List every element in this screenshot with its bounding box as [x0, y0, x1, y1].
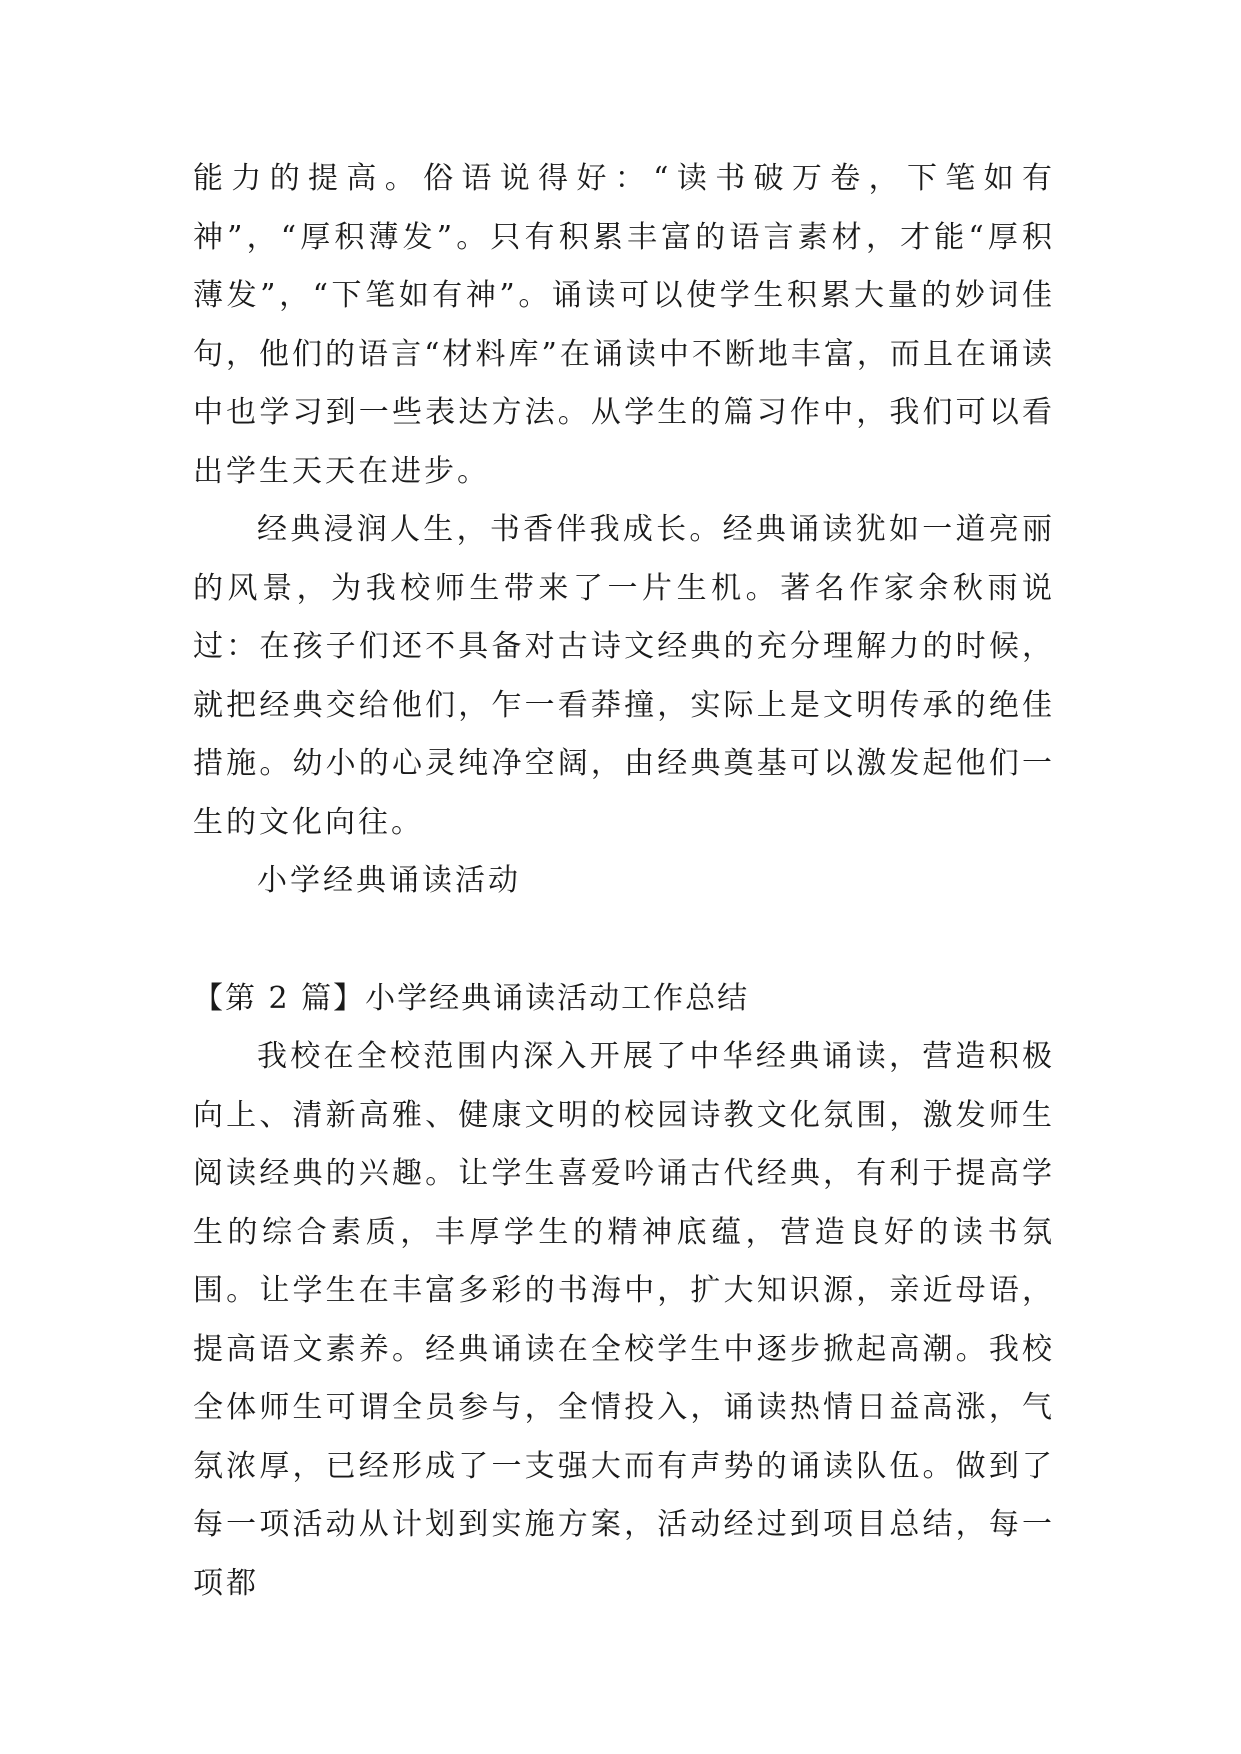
section-gap	[193, 911, 1055, 970]
section-closing-title: 小学经典诵读活动	[257, 863, 521, 898]
paragraph-classics-reading: 经典浸润人生，书香伴我成长。经典诵读犹如一道亮丽的风景，为我校师生带来了一片生机。著名作家余秋雨说过：在孩子们还不具备对古诗文经典的充分理解力的时候，就把经典交给他们，乍一看莽撞，实际上是文明传承的绝佳措施。幼小的心灵纯净空阔，由经典奠基可以激发起他们一生的文化向往。	[193, 512, 1055, 840]
paragraph-continuation: 能力的提高。俗语说得好：“读书破万卷，下笔如有神”，“厚积薄发”。只有积累丰富的语言素材，才能“厚积薄发”，“下笔如有神”。诵读可以使学生积累大量的妙词佳句，他们的语言“材料库”在诵读中不断地丰富，而且在诵读中也学习到一些表达方法。从学生的篇习作中，我们可以看出学生天天在进步。	[193, 161, 1055, 489]
section-heading: 【第 2 篇】小学经典诵读活动工作总结	[193, 980, 750, 1016]
document-body	[193, 150, 1055, 1613]
paragraph-summary-body: 我校在全校范围内深入开展了中华经典诵读，营造积极向上、清新高雅、健康文明的校园诗教文化氛围，激发师生阅读经典的兴趣。让学生喜爱吟诵古代经典，有利于提高学生的综合素质，丰厚学生的精神底蕴，营造良好的读书氛围。让学生在丰富多彩的书海中，扩大知识源，亲近母语，提高语文素养。经典诵读在全校学生中逐步掀起高潮。我校全体师生可谓全员参与，全情投入，诵读热情日益高涨，气氛浓厚，已经形成了一支强大而有声势的诵读队伍。做到了每一项活动从计划到实施方案，活动经过到项目总结，每一项都	[193, 1039, 1055, 1601]
